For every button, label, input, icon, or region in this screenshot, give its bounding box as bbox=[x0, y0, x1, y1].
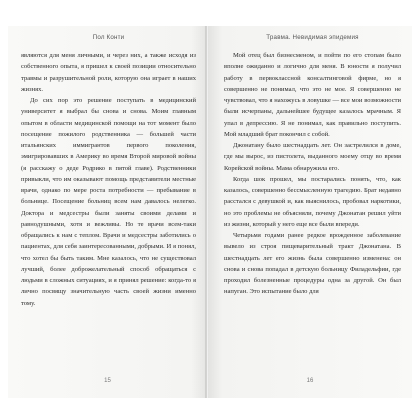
left-page bbox=[8, 26, 207, 398]
running-head-left: Пол Конти bbox=[92, 34, 125, 41]
running-head-right: Травма. Невидимая эпидемия bbox=[266, 34, 359, 41]
paragraph: являются для меня личными, и через них, а также исходя из собственного опыта, я пришел к своей позиции относительно травмы и разрушительной роли, которую она играет в наших жизнях. bbox=[21, 52, 196, 93]
left-page-text bbox=[21, 50, 196, 309]
page-number-right: 16 bbox=[306, 378, 314, 384]
paragraph: Когда шок прошел, мы постарались понять, что, как казалось, совершенно бессмысленную трагедию. Брат недавно расстался с девушкой и, как выяснилось, пробовал наркотики, но это проблемы не объясняли, почему Джонатан решил уйти из жизни, который у него еще все были впереди. bbox=[224, 175, 401, 228]
paragraph: Четырьмя годами ранее редкое врожденное заболевание вывело из строя пищеварительный тракт Джонатана. В шестнадцать лет его жизнь была совершенно изменена: он снова и снова попадал в детскую больницу Филадельфии, где проходил болезненные процедуры одна за другой. Он был напуган. Это испытание было для bbox=[224, 232, 401, 296]
right-page-text bbox=[224, 50, 401, 298]
right-page bbox=[208, 26, 412, 398]
paragraph: Мой отец был бизнесменом, и пойти по его стопам было вполне ожиданно и логично для меня. В юности я получил работу в первоклассной консалтинговой фирме, но я совершенно не понимал, что это не мое. Я совершенно не чувствовал, что я нахожусь в ловушке — все мои возможности были исчерпаны, дальнейшее будущее казалось мрачным. Я упал в депрессию. Я не понимал, как правильно поступить. Мой младший брат покончил с собой. bbox=[224, 52, 401, 138]
page-number-left: 15 bbox=[104, 378, 111, 384]
paragraph: Джонатану было шестнадцать лет. Он застрелился в доме, где мы вырос, из пистолета, выданного моему отцу во время Корейской войны. Мама обнаружила его. bbox=[224, 142, 401, 172]
paragraph: До сих пор это решение поступать в медицинский университет я выбрал бы снова и снова. Моим главным опытом в области медицинской помощи на тот момент было посещение пожилого родственника — большей части итальянских иммигрантов первого поколения, эмигрировавших в Америку во время Второй мировой войны (я расскажу о деде Родрико в пятой главе). Родственники привыкли, что им оказывают помощь представители местные врачи, однако по мере роста потребности — пребывание в больнице. Посещение больниц всем нам давалось нелегко. Доктора и медсестры были заняты своими делами и равнодушными, хотя и вежливы. Но те врачи всем-таки обращались к нам с теплом. Врачи и медсестры заботились о пациентах, для себя заинтересованными, добрыми. И я понял, что хотел бы быть таким. Мне казалось, что не существовал лучший, более доброжелательный способ обращаться с людьми в сложных ситуациях, и я принял решение: когда-то я лично посвящу значительную часть своей жизни именно тому. bbox=[21, 97, 196, 307]
